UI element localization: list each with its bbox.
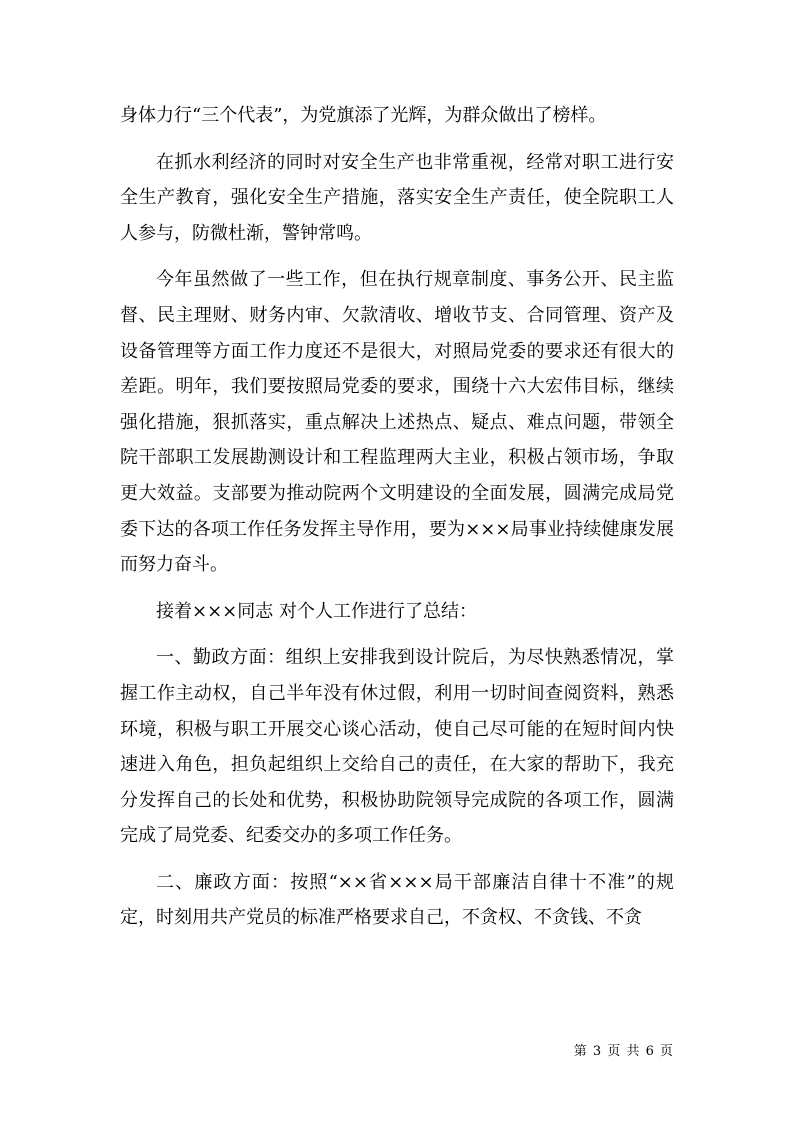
paragraph-1: 身体力行“三个代表”，为党旗添了光辉，为群众做出了榜样。 xyxy=(120,105,607,126)
paragraph-5: 一、勤政方面：组织上安排我到设计院后，为尽快熟悉情况，掌握工作主动权，自己半年没有休过假，利用一切时间查阅资料，熟悉环境，积极与职工开展交心谈心活动，使自己尽可能的在短时间内快速进入角色，担负起组织上交给自己的责任，在大家的帮助下，我充分发挥自己的长处和优势，积极协助院领导完成院的各项工作，圆满完成了局党委、纪委交办的多项工作任务。 xyxy=(120,647,674,847)
paragraph-4: 接着×××同志 对个人工作进行了总结： xyxy=(156,600,477,622)
paragraph-2: 在抓水利经济的同时对安全生产也非常重视，经常对职工进行安全生产教育，强化安全生产措施，落实安全生产责任，使全院职工人人参与，防微杜渐，警钟常鸣。 xyxy=(120,151,674,244)
page-number-footer: 第 3 页 共 6 页 xyxy=(573,1044,674,1059)
paragraph-3: 今年虽然做了一些工作，但在执行规章制度、事务公开、民主监督、民主理财、财务内审、欠款清收、增收节支、合同管理、资产及设备管理等方面工作力度还不是很大，对照局党委的要求还有很大的差距。明年，我们要按照局党委的要求，围绕十六大宏伟目标，继续强化措施，狠抓落实，重点解决上述热点、疑点、难点问题，带领全院干部职工发展勘测设计和工程监理两大主业，积极占领市场，争取更大效益。支部要为推动院两个文明建设的全面发展，圆满完成局党委下达的各项工作任务发挥主导作用，要为×××局事业持续健康发展而努力奋斗。 xyxy=(120,269,674,576)
paragraph-6: 二、廉政方面：按照“××省×××局干部廉洁自律十不准”的规定，时刻用共产党员的标准严格要求自己，不贪权、不贪钱、不贪 xyxy=(120,871,674,929)
document-body xyxy=(120,98,674,947)
